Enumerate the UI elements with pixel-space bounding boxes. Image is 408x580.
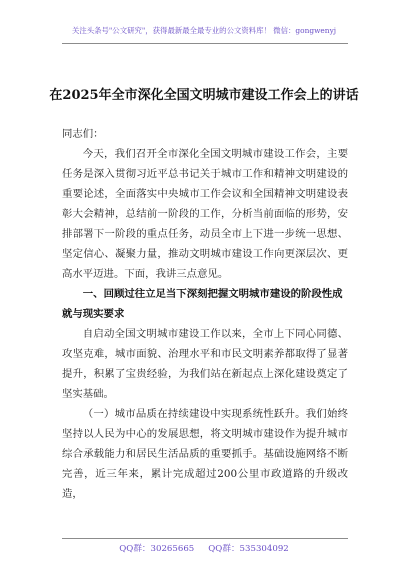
section-1-paragraph-1: 自启动全国文明城市建设工作以来，全市上下同心同德、攻坚克难，城市面貌、治理水平和市民文明素养都取得了显著提升，积累了宝贵经验，为我们站在新起点上深化建设奠定了坚实基础。 <box>62 328 348 400</box>
footer-divider <box>62 538 348 539</box>
section-heading-1: 一、回顾过往立足当下深刻把握文明城市建设的阶段性成就与现实要求 <box>62 288 343 320</box>
header-divider <box>62 43 348 44</box>
document-body <box>62 124 348 504</box>
footer-qq-group-1: QQ群：30265665 <box>119 544 195 554</box>
footer-qq-group-2: QQ群：535304092 <box>208 544 289 554</box>
salutation: 同志们： <box>62 128 104 140</box>
header-note: 关注头条号"公文研究"，获得最新最全最专业的公文资料库！ 微信：gongwenyj <box>71 26 337 35</box>
document-title: 在2025年全市深化全国文明城市建设工作会上的讲话 <box>49 88 359 103</box>
section-1-paragraph-2: （一）城市品质在持续建设中实现系统性跃升。我们始终坚持以人民为中心的发展思想，将文明城市建设作为提升城市综合承载能力和居民生活品质的重要抓手。基础设施网络不断完善，近三年来，累计完成超过200公里市政道路的升级改造， <box>62 408 348 500</box>
opening-paragraph: 今天，我们召开全市深化全国文明城市建设工作会，主要任务是深入贯彻习近平总书记关于城市工作和精神文明建设的重要论述，全面落实中央城市工作会议和全国精神文明建设表彰大会精神，总结前一阶段的工作，分析当前面临的形势，安排部署下一阶段的重点任务，动员全市上下进一步统一思想、坚定信心、凝聚力量，推动文明城市建设工作向更深层次、更高水平迈进。下面，我讲三点意见。 <box>62 148 348 280</box>
footer-contacts <box>0 542 408 554</box>
